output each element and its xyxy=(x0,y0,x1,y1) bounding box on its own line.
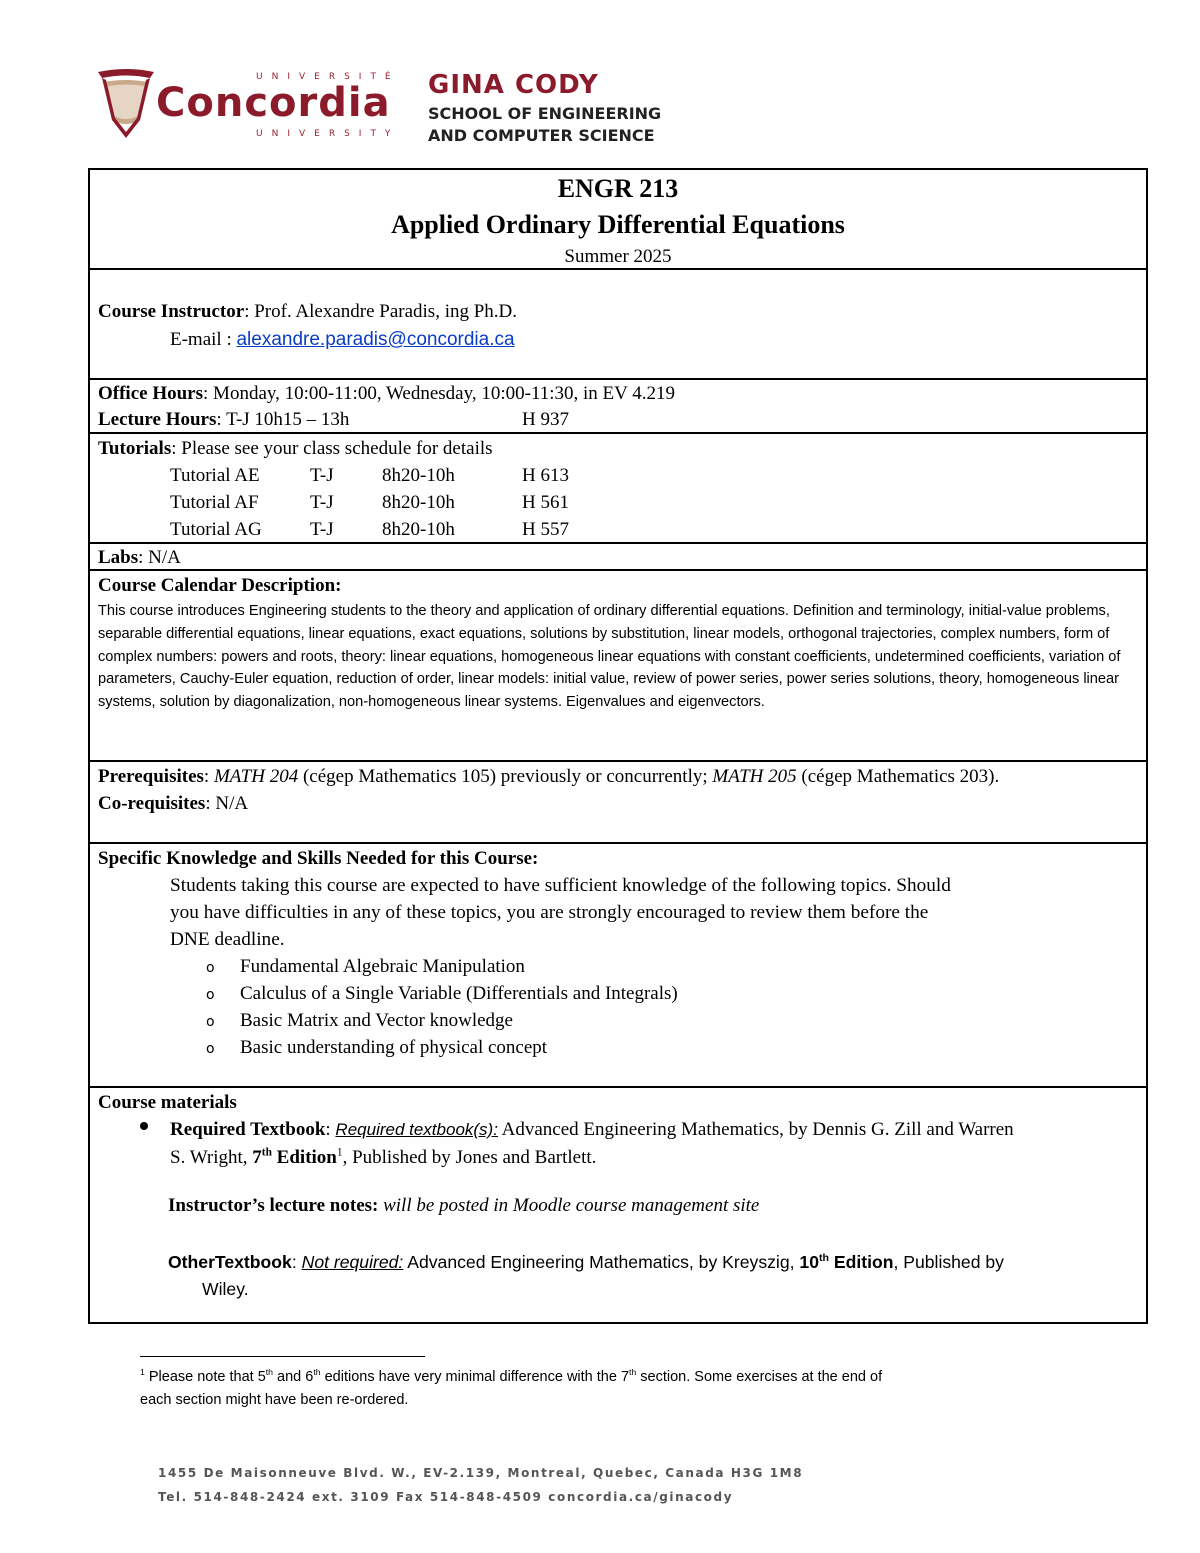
description-label: Course Calendar Description: xyxy=(98,575,342,596)
edition-suffix: th xyxy=(261,1146,272,1159)
lecture-hours-label: Lecture Hours xyxy=(98,409,217,430)
school-name: GINA CODY xyxy=(428,70,599,100)
other-textbook-line xyxy=(168,1250,1004,1274)
footnote-sup: th xyxy=(313,1367,321,1378)
tutorial-name: Tutorial AF xyxy=(170,492,259,513)
school-line-2: AND COMPUTER SCIENCE xyxy=(428,126,655,145)
lecture-notes-line xyxy=(168,1194,759,1218)
skills-intro-line: DNE deadline. xyxy=(170,929,285,950)
other-publisher: Wiley. xyxy=(202,1279,249,1299)
instructor-label: Course Instructor xyxy=(98,301,245,322)
instructor-email-link[interactable]: alexandre.paradis@concordia.ca xyxy=(236,329,515,350)
school-line-1: SCHOOL OF ENGINEERING xyxy=(428,104,662,123)
footnote-text: section. Some exercises at the end of xyxy=(636,1369,883,1385)
tutorial-time: 8h20-10h xyxy=(382,492,455,513)
labs-line xyxy=(98,546,181,570)
other-edition xyxy=(799,1252,893,1272)
materials-label: Course materials xyxy=(98,1092,237,1113)
university-name: Concordia xyxy=(156,80,391,126)
footnote-text: Please note that 5 xyxy=(144,1369,266,1385)
lecture-hours-line xyxy=(98,408,349,432)
prereq-text-1: (cégep Mathematics 105) previously or concurrently; xyxy=(298,766,713,787)
footnote-sup: th xyxy=(265,1367,274,1378)
footnote-text: editions have very minimal difference with the 7 xyxy=(320,1369,630,1385)
divider xyxy=(88,432,1148,434)
footnote-mark: 1 xyxy=(140,1367,145,1378)
required-textbook-label: Required Textbook xyxy=(170,1119,326,1140)
tutorials-label: Tutorials xyxy=(98,438,172,459)
list-item: Basic understanding of physical concept xyxy=(240,1037,548,1058)
tutorial-days: T-J xyxy=(310,492,334,513)
tutorial-time: 8h20-10h xyxy=(382,465,455,486)
corequisites-label: Co-requisites xyxy=(98,793,206,814)
tutorial-name: Tutorial AE xyxy=(170,465,260,486)
footnote xyxy=(140,1366,1080,1412)
divider xyxy=(88,542,1148,544)
list-bullet-icon: o xyxy=(206,987,215,1003)
prerequisites-line xyxy=(98,765,999,789)
tutorial-room: H 613 xyxy=(522,465,569,486)
labs-label: Labs xyxy=(98,547,139,568)
skills-intro-line: Students taking this course are expected to have sufficient knowledge of the following topics. Should xyxy=(170,875,951,896)
office-hours-value: : Monday, 10:00-11:00, Wednesday, 10:00-11:30, in EV 4.219 xyxy=(203,383,676,404)
skills-label: Specific Knowledge and Skills Needed for this Course: xyxy=(98,848,539,869)
list-bullet-icon: o xyxy=(206,1041,215,1057)
prereq-text-2: (cégep Mathematics 203). xyxy=(796,766,1000,787)
university-name-fr: UNIVERSITÉ xyxy=(256,72,400,82)
bullet-dot-icon xyxy=(140,1122,148,1130)
university-name-en: UNIVERSITY xyxy=(256,129,400,139)
tutorial-time: 8h20-10h xyxy=(382,519,455,540)
other-textbook-colon: : xyxy=(291,1252,302,1272)
prereq-course-math204: MATH 204 xyxy=(213,766,299,787)
divider xyxy=(88,268,1148,270)
list-item: Calculus of a Single Variable (Differentials and Integrals) xyxy=(240,983,678,1004)
list-item: Basic Matrix and Vector knowledge xyxy=(240,1010,513,1031)
footer-contact: Tel. 514-848-2424 ext. 3109 Fax 514-848-4509 concordia.ca/ginacody xyxy=(158,1490,734,1504)
required-textbook-line-2 xyxy=(170,1146,596,1170)
prerequisites-label: Prerequisites xyxy=(98,766,204,787)
tutorial-room: H 561 xyxy=(522,492,569,513)
required-textbook-text: Advanced Engineering Mathematics, by Dennis G. Zill and Warren xyxy=(497,1119,1014,1140)
footnote-line-2: each section might have been re-ordered. xyxy=(140,1392,409,1408)
course-title: Applied Ordinary Differential Equations xyxy=(391,210,845,239)
tutorial-days: T-J xyxy=(310,465,334,486)
email-line xyxy=(170,328,515,352)
prereq-course-math205: MATH 205 xyxy=(712,766,797,787)
lecture-notes-label: Instructor’s lecture notes: xyxy=(168,1195,379,1216)
edition-number: 7 xyxy=(252,1147,262,1168)
course-term: Summer 2025 xyxy=(564,246,672,267)
edition-suffix: th xyxy=(818,1252,829,1265)
lecture-hours-value: : T-J 10h15 – 13h xyxy=(216,409,350,430)
footnote-sup: th xyxy=(629,1367,637,1378)
publisher-text: , Published by Jones and Bartlett. xyxy=(342,1147,597,1168)
edition-word: Edition xyxy=(828,1252,894,1272)
other-textbook-text: Advanced Engineering Mathematics, by Kreyszig, xyxy=(403,1252,800,1272)
tutorial-room: H 557 xyxy=(522,519,569,540)
not-required-tag: Not required: xyxy=(301,1252,404,1272)
tutorials-note: : Please see your class schedule for details xyxy=(171,438,493,459)
skills-intro-line: you have difficulties in any of these topics, you are strongly encouraged to review them before the xyxy=(170,902,929,923)
divider xyxy=(88,760,1148,762)
university-logo xyxy=(96,66,696,150)
author-text: S. Wright, xyxy=(170,1147,253,1168)
footnote-divider xyxy=(140,1356,425,1357)
other-publisher-text: , Published by xyxy=(893,1252,1004,1272)
footer-address: 1455 De Maisonneuve Blvd. W., EV-2.139, Montreal, Quebec, Canada H3G 1M8 xyxy=(158,1466,804,1480)
email-label: E-mail : xyxy=(170,329,237,350)
corequisites-line xyxy=(98,792,248,816)
footnote-line-1 xyxy=(140,1366,1080,1389)
other-textbook-label: OtherTextbook xyxy=(168,1252,292,1272)
list-bullet-icon: o xyxy=(206,960,215,976)
instructor-name: : Prof. Alexandre Paradis, ing Ph.D. xyxy=(244,301,518,322)
list-item: Fundamental Algebraic Manipulation xyxy=(240,956,525,977)
divider xyxy=(88,378,1148,380)
labs-value: : N/A xyxy=(138,547,181,568)
lecture-notes-text: will be posted in Moodle course management site xyxy=(383,1195,760,1216)
course-description: This course introduces Engineering students to the theory and application of ordinary differential equations. Definition and terminology, initial-value problems, separable differential equations, linear equations, exact equations, solutions by substitution, linear models, orthogonal trajectories, complex numbers, form of complex numbers: powers and roots, theory: linear equations, homogeneous linear equations with constant coefficients, undetermined coefficients, variation of parameters, Cauchy-Euler equation, reduction of order, linear models: initial value, review of power series, power series solutions, theory, homogeneous linear systems, solution by diagonalization, non-homogeneous linear systems. Eigenvalues and eigenvectors. xyxy=(98,603,1121,711)
required-tag: Required textbook(s): xyxy=(335,1120,498,1139)
required-edition xyxy=(252,1147,337,1168)
required-textbook-colon: : xyxy=(325,1119,336,1140)
concordia-shield-icon xyxy=(96,68,156,140)
corequisites-value: : N/A xyxy=(205,793,249,814)
prerequisites-colon: : xyxy=(203,766,214,787)
list-bullet-icon: o xyxy=(206,1014,215,1030)
edition-number: 10 xyxy=(799,1252,819,1272)
tutorial-days: T-J xyxy=(310,519,334,540)
divider xyxy=(88,842,1148,844)
office-hours-line xyxy=(98,382,675,406)
office-hours-label: Office Hours xyxy=(98,383,204,404)
tutorials-line xyxy=(98,437,493,461)
instructor-line xyxy=(98,300,517,324)
skills-intro xyxy=(170,872,1140,953)
required-textbook-line xyxy=(170,1118,1014,1142)
edition-word: Edition xyxy=(271,1147,337,1168)
tutorial-name: Tutorial AG xyxy=(170,519,262,540)
footnote-ref[interactable]: 1 xyxy=(336,1146,343,1159)
course-code: ENGR 213 xyxy=(557,174,679,203)
footnote-text: and 6 xyxy=(273,1369,314,1385)
divider xyxy=(88,1086,1148,1088)
divider xyxy=(88,569,1148,571)
lecture-room: H 937 xyxy=(522,409,569,430)
